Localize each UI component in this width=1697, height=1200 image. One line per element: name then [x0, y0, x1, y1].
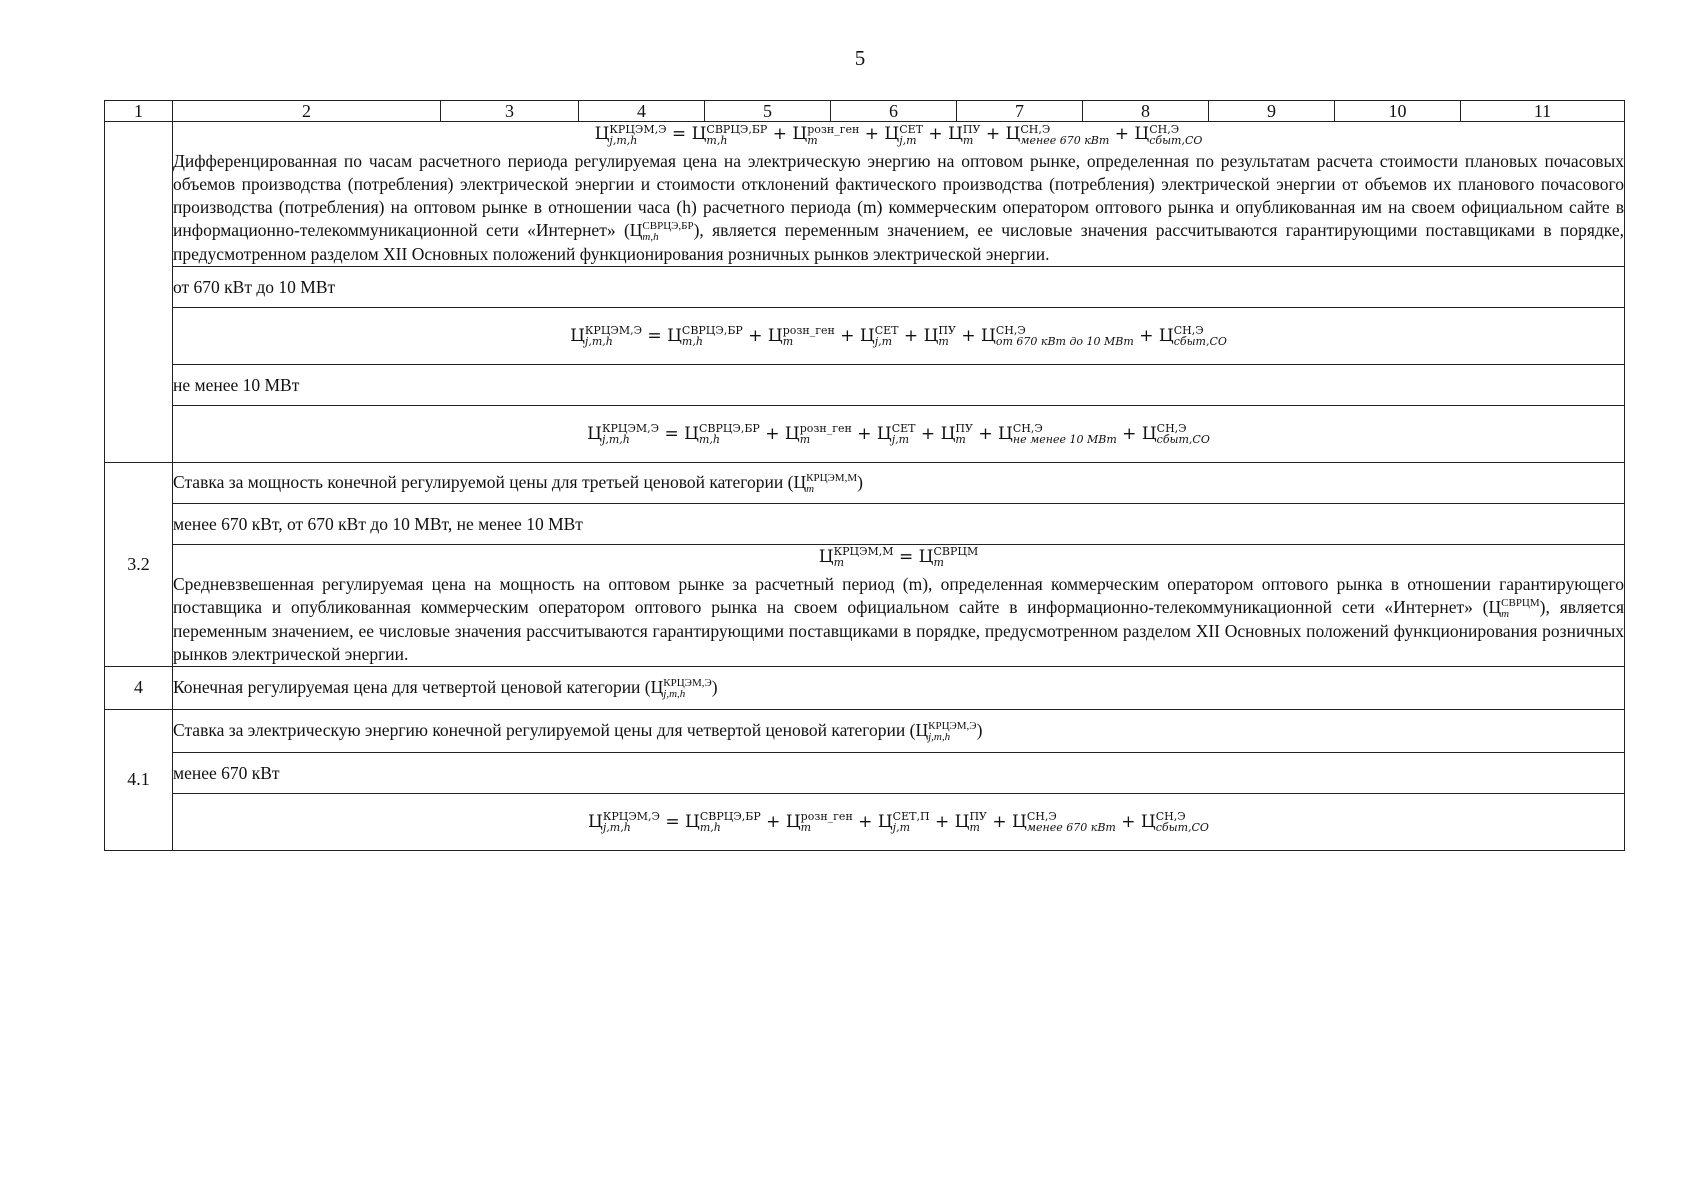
power-range-label: от 670 кВт до 10 МВт	[173, 266, 1625, 307]
column-number: 3	[441, 101, 579, 122]
power-range-label: не менее 10 МВт	[173, 364, 1625, 405]
formula-description-cell	[173, 544, 1625, 666]
power-price-description	[173, 573, 1624, 666]
category-title-text: Конечная регулируемая цена для четвертой ценовой категории (	[173, 677, 651, 698]
rate-title-text: Ставка за мощность конечной регулируемой цены для третьей ценовой категории (	[173, 472, 794, 493]
column-number: 10	[1335, 101, 1461, 122]
rate-title-text: )	[976, 720, 983, 741]
symbol: Ц КРЦЭМ,Э j,m,h	[915, 720, 977, 744]
column-number: 5	[705, 101, 831, 122]
table-row	[105, 266, 1625, 307]
column-number: 8	[1083, 101, 1209, 122]
table-row	[105, 503, 1625, 544]
table-row	[105, 752, 1625, 793]
row-number: 4	[105, 666, 173, 709]
page-number: 5	[854, 46, 866, 70]
description-text: ), является переменным значением, ее числовые значения рассчитываются гарантирующими поставщиками в порядке, предусмотренном разделом XII Основных положений функционирования розничных рынков электрической энергии.	[173, 220, 1624, 264]
formula-description-cell	[173, 122, 1625, 267]
column-number: 9	[1209, 101, 1335, 122]
formula-power: Ц КРЦЭМ,М m = Ц СВРЦМ m	[818, 545, 979, 570]
table-row	[105, 307, 1625, 364]
column-number: 11	[1461, 101, 1625, 122]
power-range-label: менее 670 кВт, от 670 кВт до 10 МВт, не менее 10 МВт	[173, 503, 1625, 544]
table-row	[105, 666, 1625, 709]
description-text: Дифференцированная по часам расчетного периода регулируемая цена на электрическую энергию на оптовом рынке, определенная по результатам расчета стоимости плановых почасовых объемов производства (потребления) электрической энергии и стоимости отклонений фактического производства (потребления) электрической энергии от объемов их планового почасового производства (потребления) на оптовом рынке в отношении часа (h) расчетного периода (m) коммерческим оператором оптового рынка и опубликованная им на своем официальном сайте в информационно-телекоммуникационной сети «Интернет» (	[173, 151, 1624, 240]
power-range-label: менее 670 кВт	[173, 752, 1625, 793]
column-number: 2	[173, 101, 441, 122]
symbol: Ц СВРЦМ m	[1488, 596, 1540, 620]
row-number: 4.1	[105, 709, 173, 850]
column-number-header	[105, 101, 1625, 122]
table-row	[105, 122, 1625, 267]
table-row	[105, 405, 1625, 462]
column-number: 6	[831, 101, 957, 122]
formula-670-10: Ц КРЦЭМ,Э j,m,h = Ц СВРЦЭ,БР m,h + Ц розн_ген m + Ц СЕТ j,m + Ц ПУ m + Ц СН,Э от 670 кВт до 10 МВт + Ц СН,Э сбыт,СО	[570, 324, 1227, 349]
regulated-price-table	[104, 100, 1625, 851]
table-row	[105, 709, 1625, 752]
rate-title	[173, 709, 1625, 752]
description-text: ), является переменным значением, ее числовые значения рассчитываются гарантирующими поставщиками в порядке, предусмотренном разделом XII Основных положений функционирования розничных рынков электрической энергии.	[173, 596, 1624, 664]
table-row	[105, 462, 1625, 503]
symbol: Ц СВРЦЭ,БР m,h	[629, 219, 694, 243]
formula-cell	[173, 793, 1625, 850]
symbol: Ц КРЦЭМ,Э j,m,h	[650, 677, 712, 701]
column-number: 4	[579, 101, 705, 122]
formula-lt670: Ц КРЦЭМ,Э j,m,h = Ц СВРЦЭ,БР m,h + Ц розн_ген m + Ц СЕТ j,m + Ц ПУ m + Ц СН,Э менее 670 кВт + Ц СН,Э сбыт,СО	[594, 122, 1203, 147]
row-number-empty	[105, 122, 173, 463]
rate-title	[173, 462, 1625, 503]
category-title	[173, 666, 1625, 709]
column-number: 7	[957, 101, 1083, 122]
row-number: 3.2	[105, 462, 173, 666]
table-row	[105, 544, 1625, 666]
category-title-text: )	[711, 677, 718, 698]
table-row	[105, 364, 1625, 405]
rate-title-text: Ставка за электрическую энергию конечной регулируемой цены для четвертой ценовой категории (	[173, 720, 916, 741]
column-number: 1	[105, 101, 173, 122]
formula-cell	[173, 405, 1625, 462]
description-text: Средневзвешенная регулируемая цена на мощность на оптовом рынке за расчетный период (m), определенная коммерческим оператором оптового рынка в отношении гарантирующего поставщика и опубликованная коммерческим оператором оптового рынка на своем официальном сайте в информационно-телекоммуникационной сети «Интернет» (	[173, 573, 1624, 617]
symbol: Ц КРЦЭМ,М m	[793, 472, 858, 496]
table-row	[105, 793, 1625, 850]
formula-cat4-lt670: Ц КРЦЭМ,Э j,m,h = Ц СВРЦЭ,БР m,h + Ц розн_ген m + Ц СЕТ,П j,m + Ц ПУ m + Ц СН,Э менее 670 кВт + Ц СН,Э сбыт,СО	[588, 810, 1209, 835]
rate-title-text: )	[857, 472, 863, 493]
formula-ge10: Ц КРЦЭМ,Э j,m,h = Ц СВРЦЭ,БР m,h + Ц розн_ген m + Ц СЕТ j,m + Ц ПУ m + Ц СН,Э не менее 10 МВт + Ц СН,Э сбыт,СО	[587, 422, 1210, 447]
wholesale-price-description	[173, 150, 1624, 266]
formula-cell	[173, 307, 1625, 364]
